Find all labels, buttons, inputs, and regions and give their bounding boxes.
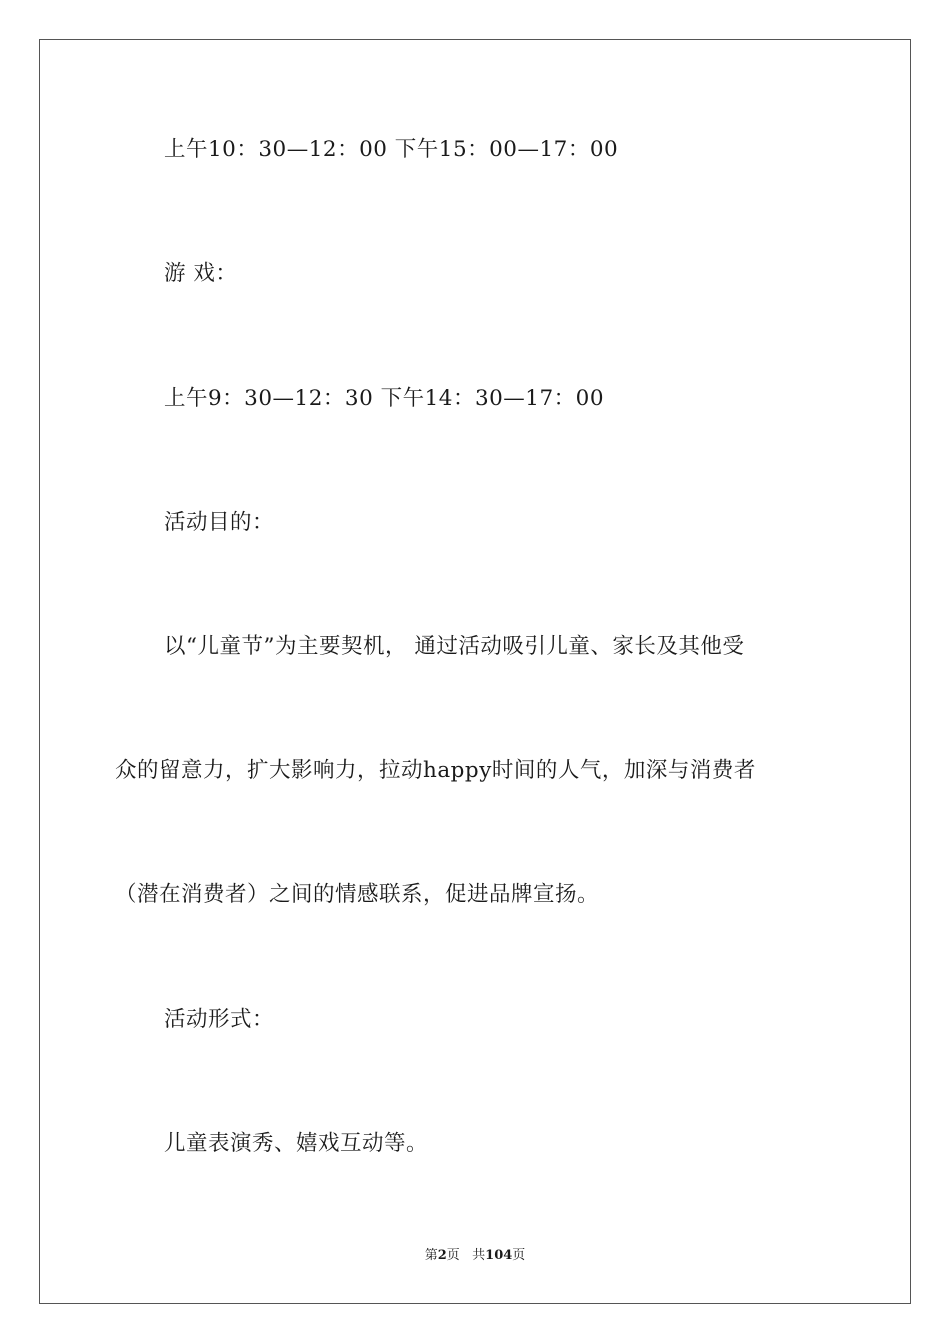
total-page-count: 104 [485,1248,513,1263]
purpose-paragraph-line-2: 众的留意力，扩大影响力，拉动happy时间的人气，加深与消费者 [115,758,756,783]
purpose-paragraph-line-1: 以“儿童节”为主要契机， 通过活动吸引儿童、家长及其他受 [164,634,745,659]
schedule-line-2: 上午9：30—12：30 下午14：30—17：00 [164,386,605,411]
games-heading: 游 戏： [164,261,238,286]
format-paragraph: 儿童表演秀、嬉戏互动等。 [164,1131,429,1156]
page-border [39,39,911,1304]
current-page-number: 2 [437,1248,447,1263]
footer-prefix: 第 [424,1248,438,1263]
format-heading: 活动形式： [164,1007,275,1032]
footer-suffix: 页 [512,1248,526,1263]
purpose-heading: 活动目的： [164,510,275,535]
page-footer [0,1247,950,1265]
purpose-paragraph-line-3: （潜在消费者）之间的情感联系，促进品牌宣扬。 [115,882,600,907]
schedule-line-1: 上午10：30—12：00 下午15：00—17：00 [164,137,619,162]
footer-middle: 页 共 [446,1248,486,1263]
